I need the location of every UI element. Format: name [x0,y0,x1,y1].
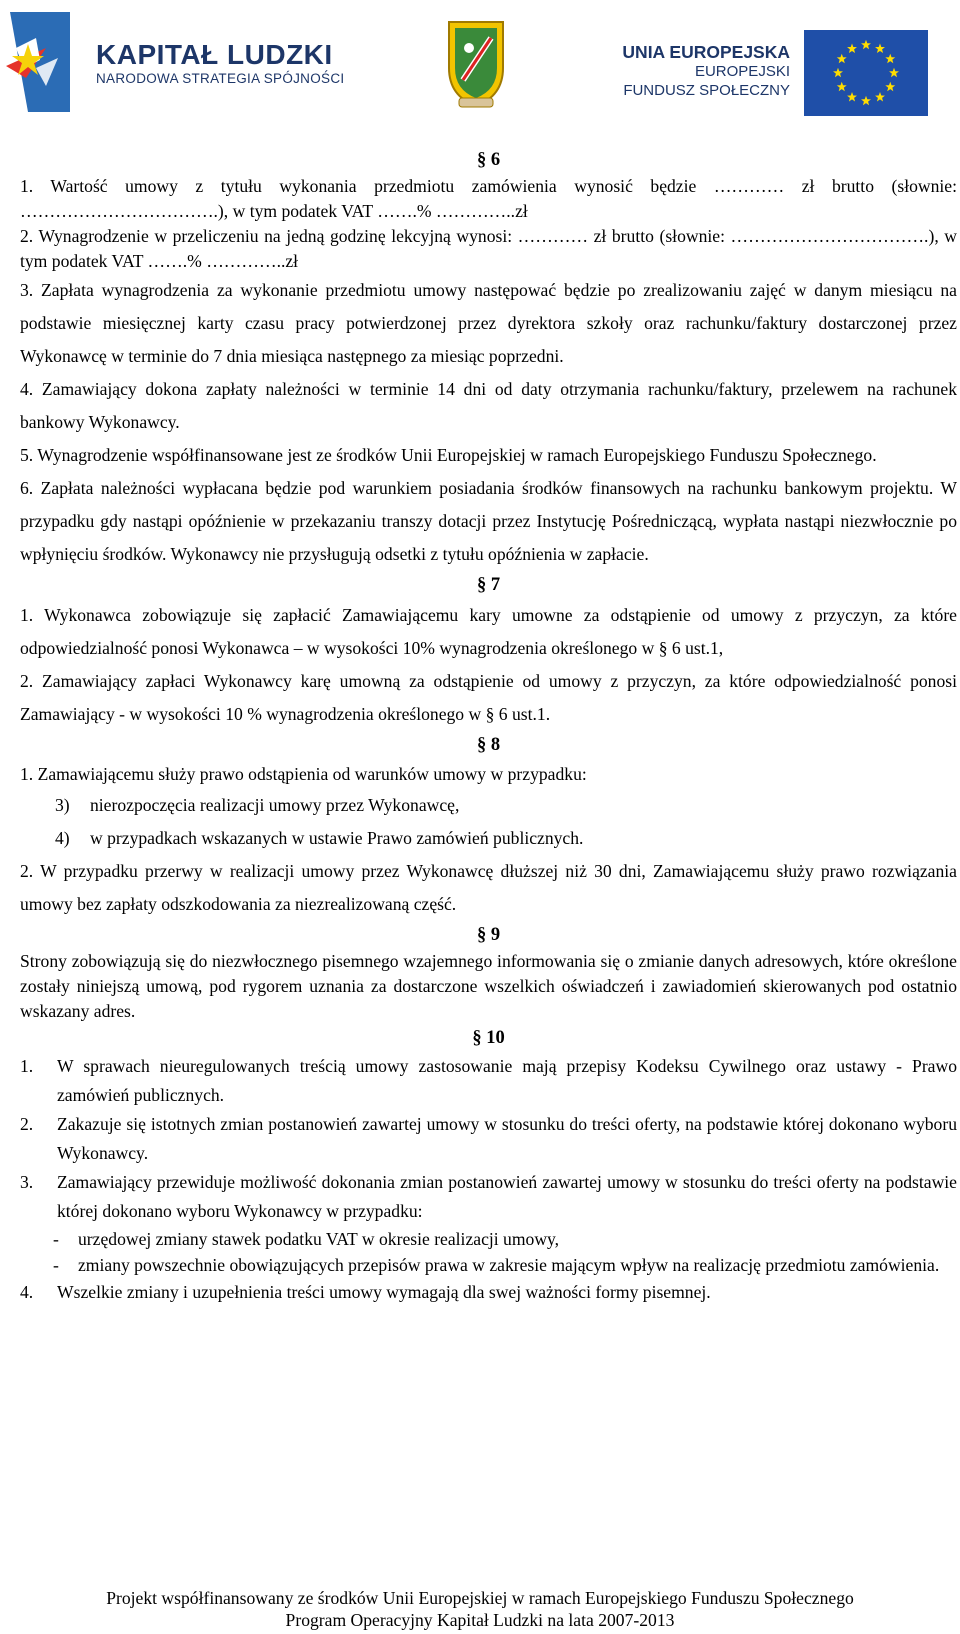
eu-flag-icon [804,30,928,116]
list-item-number: 4) [55,828,70,848]
eu-title: UNIA EUROPEJSKA [622,42,790,62]
section-10-heading: § 10 [472,1028,505,1048]
list-item-number: 2. [20,1114,34,1134]
section-8-point-2: 2. W przypadku przerwy w realizacji umowy przez Wykonawcę dłuższej niż 30 dni, Zamawiającemu służy prawo rozwiązania umowy bez zapłaty odszkodowania za niezrealizowaną część. [20,861,957,914]
kapital-ludzki-wordmark [96,40,344,86]
list-item-number: 3. [20,1172,34,1192]
list-item-number: 1. [20,1056,34,1076]
list-item [20,1052,957,1110]
crest-icon [445,18,507,110]
eu-sub-2: FUNDUSZ SPOŁECZNY [623,82,790,99]
section-10-last [20,1278,957,1307]
list-item-text: zmiany powszechnie obowiązujących przepisów prawa w zakresie mającym wpływ na realizację przedmiotu zamówienia. [78,1255,940,1275]
program-logo-title: KAPITAŁ LUDZKI [96,39,333,70]
page-header [0,0,960,120]
section-9-text: Strony zobowiązują się do niezwłocznego pisemnego wzajemnego informowania się o zmianie danych adresowych, które określone zostały niniejszą umową, pod rygorem uznania za dostarczone wszelkich oświadczeń i zawiadomień skierowanych pod ostatnio wskazany adres. [20,951,957,1021]
section-7-point-2: 2. Zamawiający zapłaci Wykonawcy karę umowną za odstąpienie od umowy z przyczyn, za które odpowiedzialność ponosi Zamawiający - w wysokości 10 % wynagrodzenia określonego w § 6 ust.1. [20,671,957,724]
section-8-heading: § 8 [476,735,501,755]
list-item [20,1168,957,1226]
section-6-heading: § 6 [476,150,501,170]
list-item-text: Zamawiający przewiduje możliwość dokonania zmian postanowień zawartej umowy w stosunku do treści oferty na podstawie której dokonano wyboru Wykonawcy w przypadku: [57,1172,957,1221]
list-item-text: Wszelkie zmiany i uzupełnienia treści umowy wymagają dla swej ważności formy pisemnej. [57,1282,711,1302]
list-item-dash: - [53,1255,59,1275]
list-item [20,1252,957,1278]
section-10-dash-list [20,1226,957,1278]
list-item [20,1278,957,1307]
section-6-point-4: 4. Zamawiający dokona zapłaty należności w terminie 14 dni od daty otrzymania rachunku/faktury, przelewem na rachunek bankowy Wykonawcy. [20,379,957,432]
list-item-dash: - [53,1229,59,1249]
footer-line-1: Projekt współfinansowany ze środków Unii Europejskiej w ramach Europejskiego Funduszu Społecznego [106,1588,854,1608]
section-6-point-6: 6. Zapłata należności wypłacana będzie pod warunkiem posiadania środków finansowych na rachunku bankowym projektu. W przypadku gdy nastąpi opóźnienie w przekazaniu transzy dotacji przez Instytucję Pośredniczącą, wypłata nastąpi niezwłocznie po wpłynięciu środków. Wykonawcy nie przysługują odsetki z tytułu opóźnienia w zapłacie. [20,478,957,564]
list-item-text: W sprawach nieuregulowanych treścią umowy zastosowanie mają przepisy Kodeksu Cywilnego oraz ustawy - Prawo zamówień publicznych. [57,1056,957,1105]
list-item-text: Zakazuje się istotnych zmian postanowień zawartej umowy w stosunku do treści oferty, na podstawie której dokonano wyboru Wykonawcy. [57,1114,957,1163]
section-6-point-3: 3. Zapłata wynagrodzenia za wykonanie przedmiotu umowy następować będzie po zrealizowaniu zajęć w danym miesiącu na podstawie miesięcznej karty czasu pracy potwierdzonej przez dyrektora szkoły oraz rachunku/faktury dostarczonej przez Wykonawcę w terminie do 7 dnia miesiąca następnego za miesiąc poprzedni. [20,280,957,366]
program-logo-subtitle: NARODOWA STRATEGIA SPÓJNOŚCI [96,71,345,86]
section-8-point-1: 1. Zamawiającemu służy prawo odstąpienia od warunków umowy w przypadku: [20,764,587,784]
footer-line-2: Program Operacyjny Kapitał Ludzki na lata 2007-2013 [285,1610,675,1630]
list-item-number: 4. [20,1282,34,1302]
list-item-text: w przypadkach wskazanych w ustawie Prawo zamówień publicznych. [90,828,584,848]
kapital-ludzki-logo-icon [6,8,70,112]
page-footer [0,1587,960,1631]
list-item-text: urzędowej zmiany stawek podatku VAT w okresie realizacji umowy, [78,1229,560,1249]
list-item [20,789,957,822]
section-6-point-1: 1. Wartość umowy z tytułu wykonania przedmiotu zamówienia wynosić będzie ………… zł brutto (słownie: …………………………….), w tym podatek VAT …….% …………..zł [20,176,957,221]
section-8-sublist [20,789,957,855]
section-6-point-5: 5. Wynagrodzenie współfinansowane jest ze środków Unii Europejskiej w ramach Europejskiego Funduszu Społecznego. [20,445,877,465]
section-6-point-2: 2. Wynagrodzenie w przeliczeniu na jedną godzinę lekcyjną wynosi: ………… zł brutto (słownie: …………………………….), w tym podatek VAT …….% …………..zł [20,226,957,271]
section-7-point-1: 1. Wykonawca zobowiązuje się zapłacić Zamawiającemu kary umowne za odstąpienie od umowy z przyczyn, za które odpowiedzialność ponosi Wykonawca – w wysokości 10% wynagrodzenia określonego w § 6 ust.1, [20,605,957,658]
section-10-list [20,1052,957,1226]
list-item-text: nierozpoczęcia realizacji umowy przez Wykonawcę, [90,795,460,815]
list-item-number: 3) [55,795,70,815]
eu-wordmark [620,42,790,100]
eu-sub-1: EUROPEJSKI [694,63,790,80]
section-9-heading: § 9 [476,925,501,945]
document-body [20,146,957,1307]
list-item [20,1110,957,1168]
list-item [20,822,957,855]
section-7-heading: § 7 [476,575,501,595]
list-item [20,1226,957,1252]
